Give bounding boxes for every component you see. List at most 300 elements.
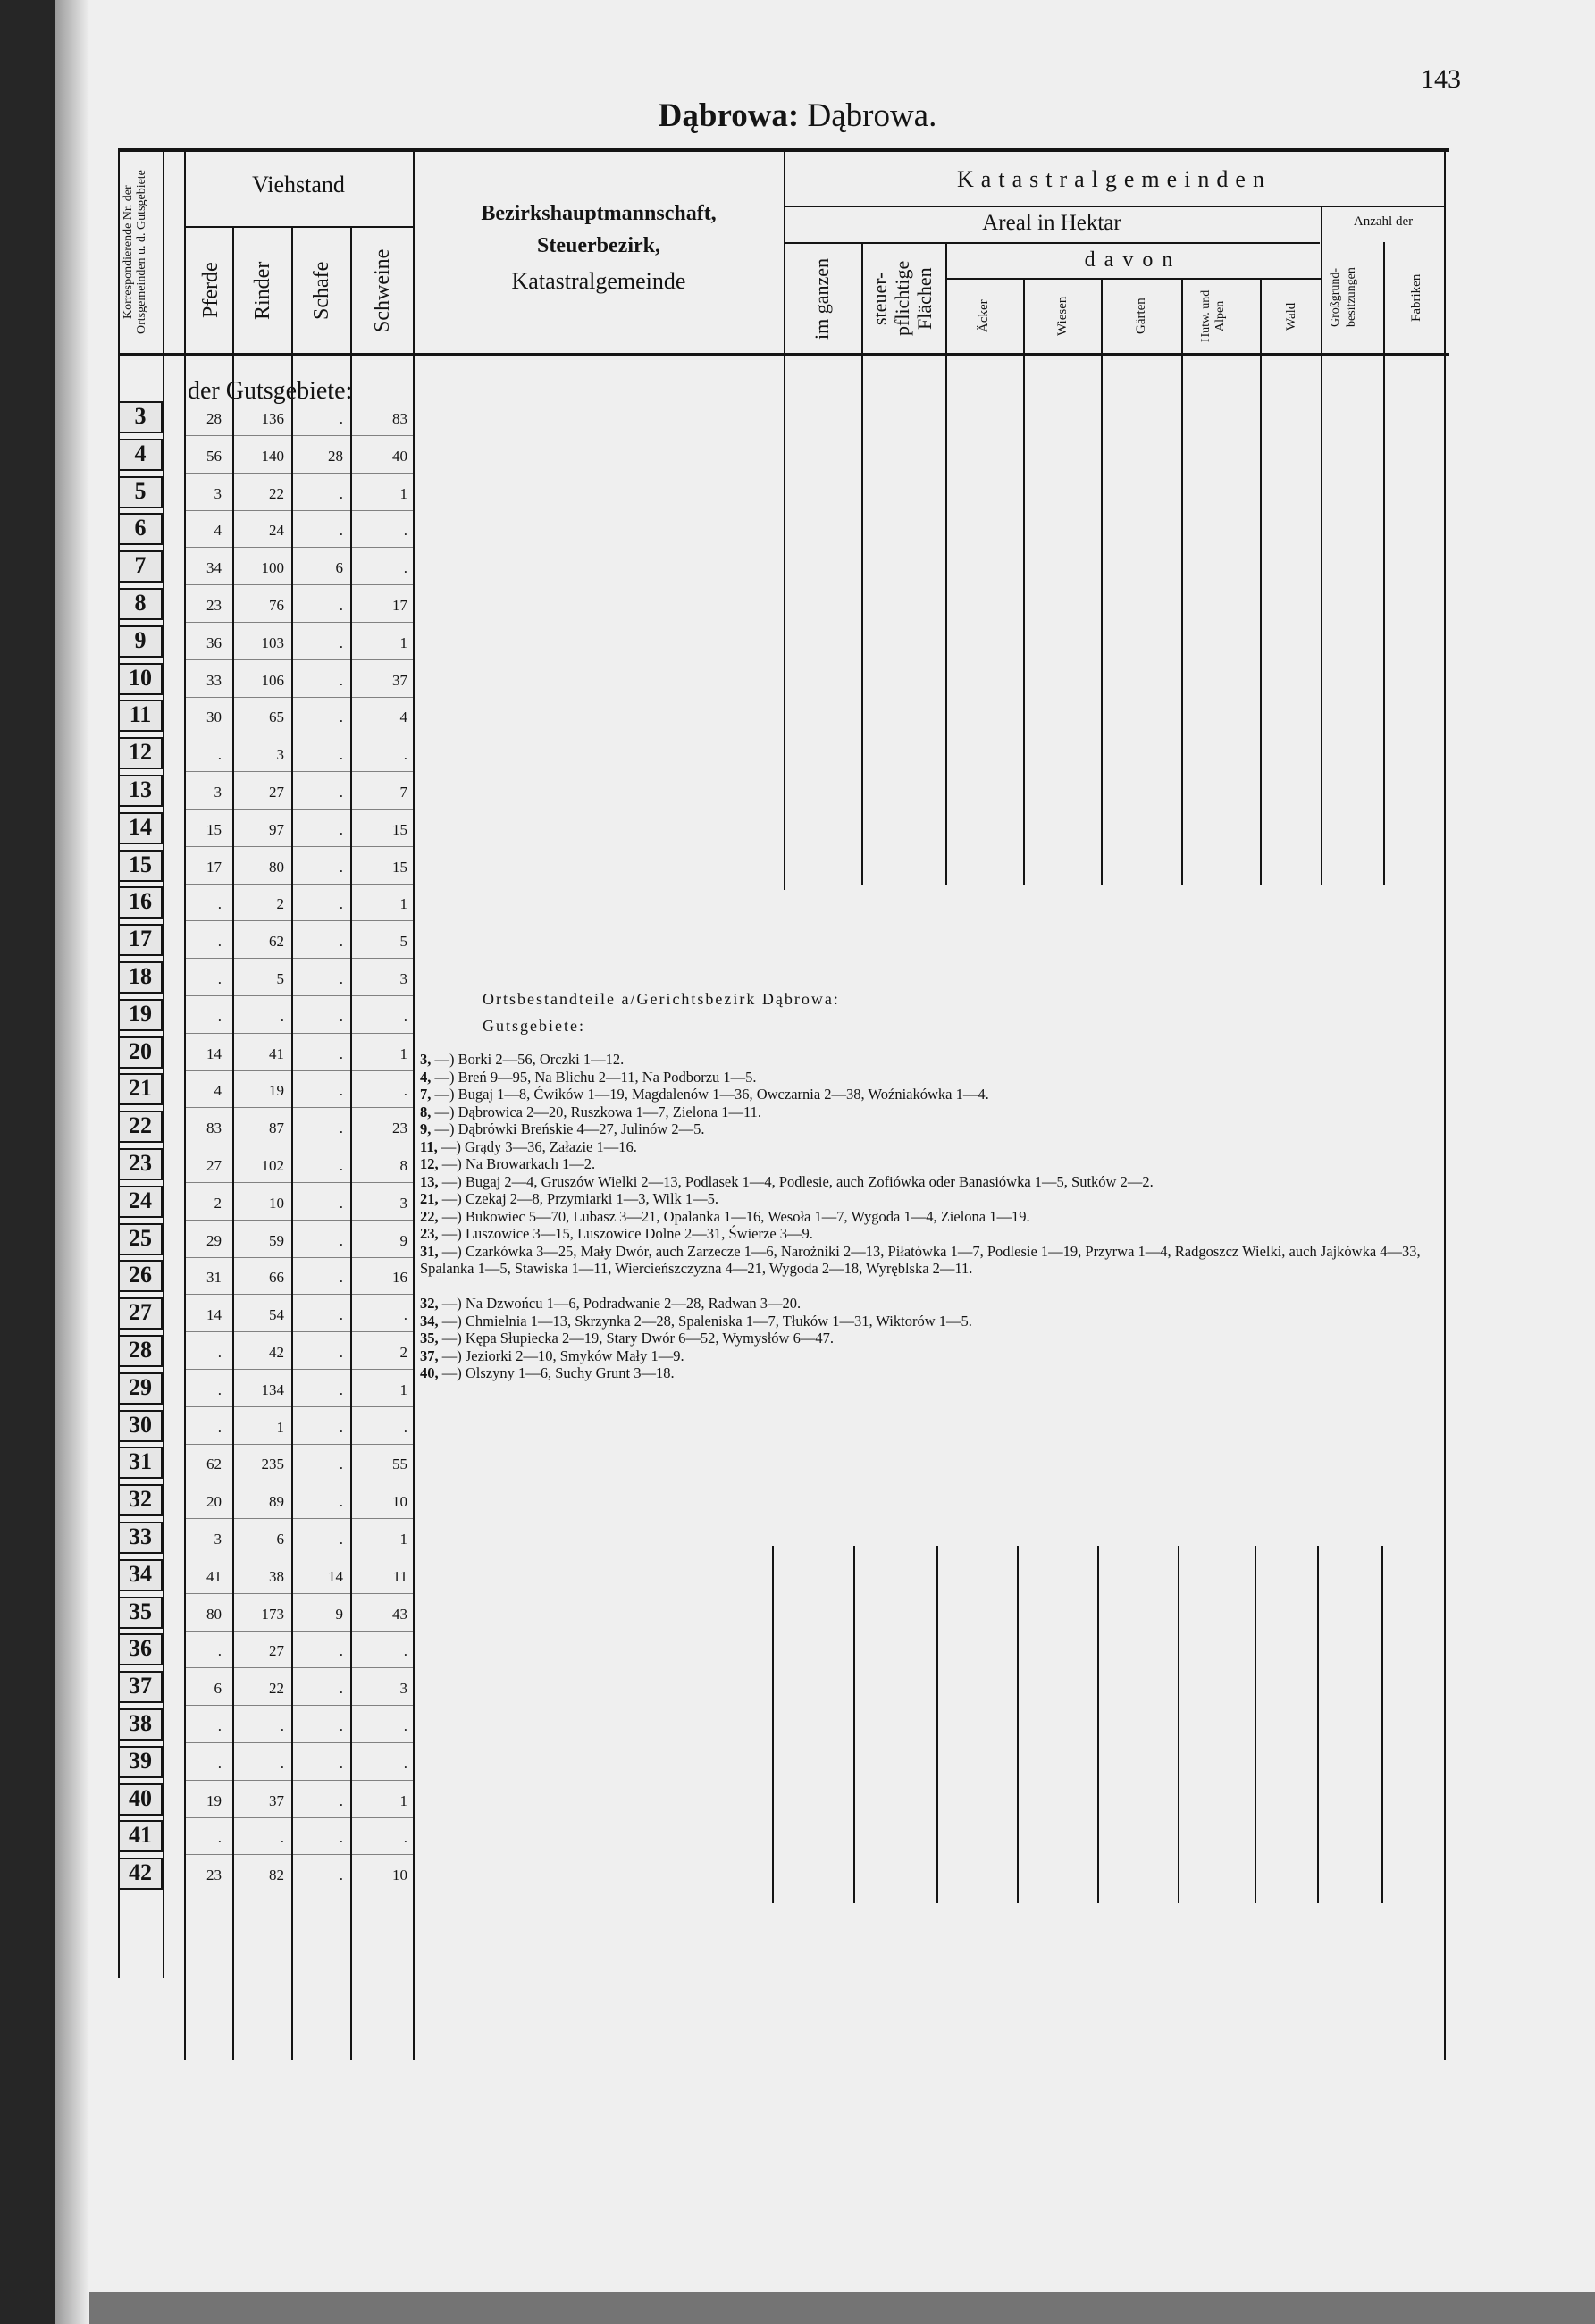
cell-schweine: 11 [392,1568,407,1585]
row-number: 35 [129,1598,152,1624]
cell-schweine: 7 [399,784,407,801]
row-rule [184,1593,413,1594]
cell-schafe: . [339,1680,343,1697]
cell-schweine: 37 [392,672,407,689]
row-number: 22 [129,1112,152,1138]
header-anzahl-der: Anzahl der [1353,214,1414,229]
cell-rinder: 97 [269,821,284,838]
cell-pferde: 14 [206,1045,222,1062]
cell-schweine: 15 [392,821,407,838]
cell-schafe: . [339,1344,343,1361]
ortsbestandteil-entry [420,1173,1452,1191]
cell-pferde: 4 [214,522,222,539]
cell-pferde: 20 [206,1493,222,1510]
cell-schafe: . [339,522,343,539]
cell-schweine: 55 [392,1456,407,1472]
row-number: 38 [129,1710,152,1736]
rule-davon-sub [945,278,1321,280]
header-schweine: Schweine [371,248,394,332]
cell-schafe: . [339,1232,343,1249]
row-number: 40 [129,1785,152,1811]
entry-text: —) Na Browarkach 1—2. [441,1155,596,1172]
cell-pferde: 2 [214,1195,222,1212]
row-number: 30 [129,1412,152,1438]
rule-bezirk-right [784,148,785,890]
entry-number: 11, [420,1137,438,1155]
cell-pferde: 3 [214,1531,222,1548]
header-wiesen: Wiesen [1055,296,1070,337]
ortsbestandteil-entry [420,1330,1452,1347]
cell-rinder: 37 [269,1792,284,1809]
cell-schweine: 23 [392,1120,407,1137]
cell-pferde: 33 [206,672,222,689]
cell-schweine: 17 [392,597,407,614]
cell-rinder: . [280,1755,284,1772]
cell-pferde: 41 [206,1568,222,1585]
row-number: 23 [129,1150,152,1176]
header-steuerbezirk: Steuerbezirk, [537,234,660,257]
entry-text: —) Chmielnia 1—13, Skrzynka 2—28, Spaleniska 1—7, Tłuków 1—31, Wiktorów 1—5. [441,1312,972,1330]
row-number: 4 [134,440,147,466]
rule-vieh-right [413,148,415,2060]
rule-anzahl-left [1321,206,1322,885]
cell-schafe: . [339,1419,343,1436]
ortsbestandteil-entry [420,1208,1452,1226]
row-number: 26 [129,1262,152,1288]
header-im-ganzen: im ganzen [810,257,833,340]
ortsbestandteil-entry [420,1190,1452,1208]
rule-hutw [1260,278,1262,885]
cell-rinder: 3 [276,746,284,763]
rule-lower-i [1381,1546,1383,1903]
entry-number: 31, [420,1242,439,1260]
cell-rinder: 102 [261,1157,284,1174]
cell-pferde: . [217,1419,222,1436]
rule-lower-b [853,1546,855,1903]
row-rule [184,1742,413,1743]
cell-schweine: 1 [399,1792,407,1809]
row-rule [184,1631,413,1632]
cell-rinder: 66 [269,1269,284,1286]
cell-pferde: 6 [214,1680,222,1697]
row-number: 11 [129,701,152,727]
cell-rinder: 38 [269,1568,284,1585]
cell-pferde: 56 [206,448,222,465]
cell-rinder: 2 [276,895,284,912]
ortsbestandteil-entry [420,1295,1452,1313]
cell-pferde: 30 [206,709,222,726]
header-aecker: Äcker [977,299,991,333]
row-number: 25 [129,1225,152,1251]
cell-schweine: 10 [392,1493,407,1510]
cell-schweine: 1 [399,1045,407,1062]
entry-text: —) Olszyny 1—6, Suchy Grunt 3—18. [441,1364,675,1381]
cell-schweine: 9 [399,1232,407,1249]
row-rule [184,1182,413,1183]
cell-schafe: . [339,1792,343,1809]
entry-text: —) Dąbrowica 2—20, Ruszkowa 1—7, Zielona 1—11. [434,1103,762,1120]
entry-text: —) Breń 9—95, Na Blichu 2—11, Na Podborzu 1—5. [434,1068,757,1086]
rule-lower-d [1017,1546,1019,1903]
rule-wiesen [1101,278,1103,885]
rule-lower-h [1317,1546,1319,1903]
cell-rinder: 134 [261,1381,284,1398]
row-number: 9 [134,627,147,653]
cell-rinder: 27 [269,1642,284,1659]
cell-schafe: . [339,1195,343,1212]
cell-schafe: . [339,746,343,763]
cell-rinder: 89 [269,1493,284,1510]
gutsgebiete-heading: der Gutsgebiete: [188,377,353,405]
ortsbestandteil-entry [420,1051,1452,1069]
cell-schweine: 83 [392,410,407,427]
cell-schweine: 3 [399,1680,407,1697]
row-rule [184,1107,413,1108]
row-rule [184,1369,413,1370]
header-katastralgemeinde: Katastralgemeinde [511,268,686,294]
rule-lower-f [1178,1546,1179,1903]
ortsbestandteil-entry [420,1103,1452,1121]
cell-schweine: 5 [399,933,407,950]
cell-schweine: . [403,1419,407,1436]
cell-schafe: 28 [328,448,343,465]
cell-rinder: 82 [269,1867,284,1884]
cell-schafe: . [339,1120,343,1137]
row-number: 37 [129,1673,152,1699]
rule-ganzen [861,242,863,885]
cell-schafe: . [339,709,343,726]
row-rule [184,1444,413,1445]
ortsbestandteil-entry [420,1364,1452,1382]
cell-schweine: 2 [399,1344,407,1361]
cell-schweine: . [403,1306,407,1323]
page-title [0,96,1595,135]
cell-pferde: . [217,895,222,912]
cell-schafe: . [339,895,343,912]
row-number: 33 [129,1523,152,1549]
row-rule [184,771,413,772]
cell-schafe: . [339,784,343,801]
row-number: 6 [134,515,147,541]
row-number: 29 [129,1374,152,1400]
row-rule [184,1705,413,1706]
row-rule [184,659,413,660]
entry-text: —) Grądy 3—36, Załazie 1—16. [441,1137,637,1155]
entry-number: 34, [420,1312,439,1330]
cell-schafe: . [339,1755,343,1772]
row-rule [184,1854,413,1855]
ortsbestandteil-entry [420,1313,1452,1330]
cell-rinder: 27 [269,784,284,801]
cell-schweine: 15 [392,859,407,876]
cell-schafe: . [339,1157,343,1174]
entry-number: 21, [420,1190,439,1207]
row-number: 34 [129,1561,152,1587]
cell-schafe: . [339,933,343,950]
header-wald: Wald [1284,302,1298,331]
entry-number: 3, [420,1051,432,1068]
row-number: 16 [129,888,152,914]
cell-rinder: 235 [261,1456,284,1472]
row-rule [184,435,413,436]
cell-rinder: 173 [261,1606,284,1623]
row-rule [184,1518,413,1519]
row-rule [184,809,413,810]
entry-number: 23, [420,1225,439,1242]
cell-pferde: 36 [206,634,222,651]
entry-number: 4, [420,1068,432,1086]
cell-pferde: 62 [206,1456,222,1472]
cell-schweine: . [403,1008,407,1025]
cell-schweine: . [403,1829,407,1846]
cell-schweine: . [403,1642,407,1659]
row-number: 18 [129,963,152,989]
entry-text: —) Jeziorki 2—10, Smyków Mały 1—9. [441,1347,684,1364]
row-rule [184,958,413,959]
row-rule [184,547,413,548]
cell-pferde: 28 [206,410,222,427]
cell-rinder: 106 [261,672,284,689]
row-number: 10 [129,665,152,691]
cell-schafe: 6 [335,559,343,576]
row-number: 17 [129,926,152,952]
cell-schafe: . [339,672,343,689]
entry-text: —) Dąbrówki Breńskie 4—27, Julinów 2—5. [434,1120,705,1137]
cell-pferde: 80 [206,1606,222,1623]
rule-viehstand-sub [184,226,413,228]
cell-pferde: 83 [206,1120,222,1137]
cell-schweine: 8 [399,1157,407,1174]
cell-schafe: 9 [335,1606,343,1623]
header-pferde: Pferde [199,262,222,319]
cell-schafe: 14 [328,1568,343,1585]
cell-schafe: . [339,1829,343,1846]
rule-gaerten [1181,278,1183,885]
cell-schafe: . [339,1045,343,1062]
cell-schweine: 40 [392,448,407,465]
row-number: 15 [129,852,152,877]
gutsgebiete-subtitle: Gutsgebiete: [483,1017,585,1035]
cell-schweine: 16 [392,1269,407,1286]
cell-schweine: 1 [399,485,407,502]
cell-pferde: . [217,1717,222,1734]
cell-rinder: . [280,1008,284,1025]
row-number: 7 [134,552,147,578]
cell-schweine: . [403,1717,407,1734]
entry-number: 9, [420,1120,432,1137]
cell-rinder: 76 [269,597,284,614]
cell-schafe: . [339,970,343,987]
rule-katastral-sub [784,206,1445,207]
cell-rinder: 22 [269,485,284,502]
row-number: 31 [129,1448,152,1474]
rule-steuer [945,242,947,885]
cell-pferde: 19 [206,1792,222,1809]
cell-pferde: . [217,970,222,987]
cell-pferde: . [217,1755,222,1772]
cell-schafe: . [339,859,343,876]
row-rule [184,1406,413,1407]
cell-pferde: . [217,1642,222,1659]
entry-text: —) Bugaj 2—4, Gruszów Wielki 2—13, Podlasek 1—4, Podlesie, auch Zofiówka oder Banasiówka 1—5, Sutków 2—2. [441,1172,1154,1190]
cell-schweine: 1 [399,895,407,912]
rule-lower-c [936,1546,938,1903]
ortsbestandteil-entry [420,1138,1452,1156]
cell-rinder: 103 [261,634,284,651]
row-rule [184,510,413,511]
cell-pferde: 15 [206,821,222,838]
entry-number: 8, [420,1103,432,1120]
cell-pferde: . [217,1008,222,1025]
row-rule [184,846,413,847]
cell-rinder: 5 [276,970,284,987]
entry-text: —) Luszowice 3—15, Luszowice Dolne 2—31, Świerze 3—9. [441,1225,813,1242]
cell-rinder: 24 [269,522,284,539]
cell-rinder: 22 [269,1680,284,1697]
cell-schweine: 4 [399,709,407,726]
spine-shadow [55,0,89,2324]
header-rinder: Rinder [251,261,274,320]
row-rule [184,1257,413,1258]
rule-lower-e [1097,1546,1099,1903]
header-schafe: Schafe [310,261,333,320]
entry-number: 22, [420,1207,439,1225]
cell-pferde: . [217,746,222,763]
cell-schweine: 3 [399,970,407,987]
entry-number: 35, [420,1330,439,1347]
cell-pferde: . [217,1344,222,1361]
entry-number: 37, [420,1347,439,1364]
entry-text: —) Bukowiec 5—70, Lubasz 3—21, Opalanka 1—16, Wesoła 1—7, Wygoda 1—4, Zielona 1—19. [441,1207,1030,1225]
cell-schafe: . [339,1306,343,1323]
entry-text: —) Kępa Słupiecka 2—19, Stary Dwór 6—52, Wymysłów 6—47. [441,1330,834,1347]
cell-schafe: . [339,821,343,838]
entry-number: 32, [420,1295,439,1312]
row-number: 21 [129,1075,152,1101]
row-rule [184,884,413,885]
cell-pferde: 23 [206,597,222,614]
cell-schweine: . [403,1082,407,1099]
cell-rinder: 140 [261,448,284,465]
ortsbestandteile-title: Ortsbestandteile a/Gerichtsbezirk Dąbrowa: [483,990,840,1008]
cell-schafe: . [339,1082,343,1099]
cell-pferde: 23 [206,1867,222,1884]
cell-pferde: 3 [214,485,222,502]
cell-pferde: . [217,1381,222,1398]
row-rule [184,1780,413,1781]
entry-number: 13, [420,1172,439,1190]
row-number: 3 [134,403,147,429]
cell-schweine: 43 [392,1606,407,1623]
cell-rinder: 6 [276,1531,284,1548]
ortsbestandteil-entry [420,1069,1452,1086]
row-number: 39 [129,1748,152,1774]
cell-schweine: 1 [399,634,407,651]
cell-pferde: 34 [206,559,222,576]
entry-number: 40, [420,1364,439,1381]
row-rule [184,1817,413,1818]
row-number: 12 [129,739,152,765]
header-korrespondierende-nr: Korrespondierende Nr. der Ortsgemeinden u. d. Gutsgebiete [122,170,148,334]
cell-schafe: . [339,1008,343,1025]
cell-schafe: . [339,1867,343,1884]
header-areal-in-hektar: Areal in Hektar [982,211,1121,235]
row-number: 27 [129,1299,152,1325]
row-number: 32 [129,1486,152,1512]
page-title-bold: Dąbrowa: [658,97,800,134]
row-number: 24 [129,1187,152,1213]
cell-schafe: . [339,1642,343,1659]
cell-rinder: 10 [269,1195,284,1212]
cell-rinder: 59 [269,1232,284,1249]
cell-rinder: 41 [269,1045,284,1062]
cell-schweine: 1 [399,1531,407,1548]
cell-schafe: . [339,1269,343,1286]
header-steuerpflichtige-flaechen: steuer-pflichtige Flächen [869,260,936,337]
ortsbestandteil-entry [420,1243,1452,1278]
cell-rinder: 65 [269,709,284,726]
cell-rinder: 136 [261,410,284,427]
cell-schweine: 3 [399,1195,407,1212]
cell-rinder: 87 [269,1120,284,1137]
header-davon: davon [1084,248,1182,272]
rule-acker [1023,278,1025,885]
cell-schafe: . [339,597,343,614]
row-number: 28 [129,1337,152,1363]
cell-rinder: 1 [276,1419,284,1436]
cell-schafe: . [339,410,343,427]
row-rule [184,1331,413,1332]
row-number: 5 [134,478,147,504]
cell-schafe: . [339,1456,343,1472]
rule-nr [163,148,164,1978]
cell-rinder: 42 [269,1344,284,1361]
header-grossgrundbesitzungen: Großgrund-besitzungen [1329,267,1358,328]
cell-rinder: 80 [269,859,284,876]
cell-schweine: . [403,559,407,576]
rule-gross [1383,242,1385,885]
ortsbestandteil-entry [420,1347,1452,1365]
cell-pferde: 14 [206,1306,222,1323]
cell-pferde: 29 [206,1232,222,1249]
row-rule [184,473,413,474]
cell-schafe: . [339,1717,343,1734]
cell-rinder: 54 [269,1306,284,1323]
cell-schweine: 1 [399,1381,407,1398]
row-rule [184,920,413,921]
cell-schweine: 10 [392,1867,407,1884]
ortsbestandteil-entry [420,1155,1452,1173]
row-rule [184,697,413,698]
row-number: 20 [129,1038,152,1064]
row-rule [184,1667,413,1668]
cell-pferde: 27 [206,1157,222,1174]
header-hutweiden-alpen: Hutw. und Alpen [1199,289,1227,343]
page-title-rest: Dąbrowa. [799,97,937,134]
entry-text: —) Czekaj 2—8, Przymiarki 1—3, Wilk 1—5. [441,1190,719,1207]
row-rule [184,584,413,585]
row-rule [184,1033,413,1034]
cell-schafe: . [339,485,343,502]
cell-pferde: 31 [206,1269,222,1286]
book-spine [0,0,55,2324]
header-viehstand: Viehstand [252,172,345,197]
entry-number: 7, [420,1086,432,1103]
row-rule [184,995,413,996]
cell-rinder: 19 [269,1082,284,1099]
row-rule [184,1070,413,1071]
entry-text: —) Czarkówka 3—25, Mały Dwór, auch Zarzecze 1—6, Narożniki 2—13, Piłatówka 1—7, Podlesie 1—19, Przyrwa 1—4, Radgoszcz Wielki, auch Jajkówka 4—33, Spalanka 1—5, Stawiska 1—11, Wiercieńszczyzna 4—21, Wygoda 2—18, Wyręblska 2—11. [420,1242,1421,1277]
